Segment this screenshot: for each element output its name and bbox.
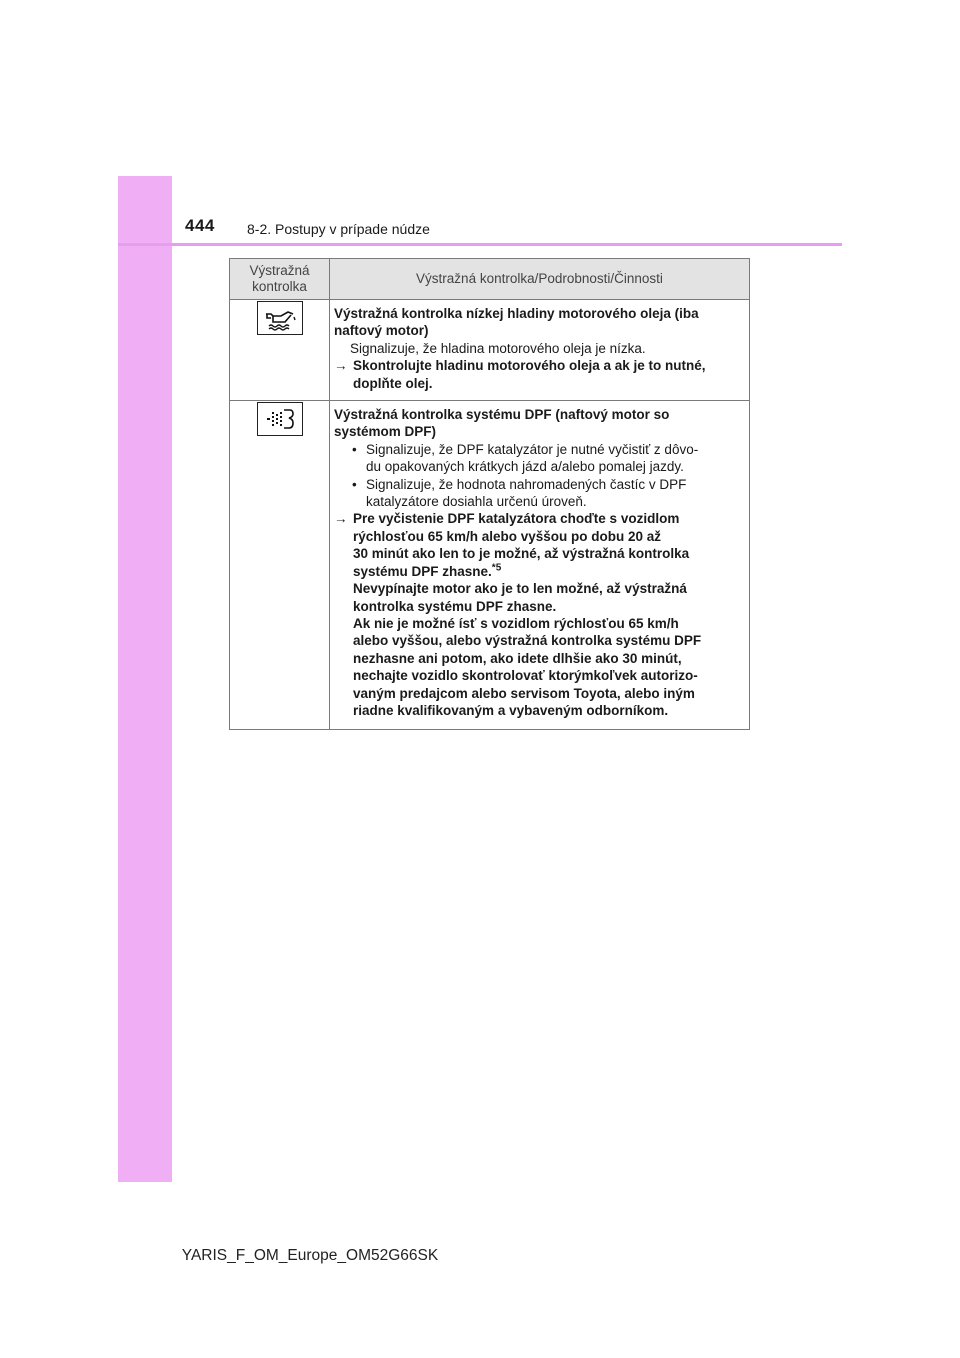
action-line [334,357,745,374]
row-title-line: Výstražná kontrolka nízkej hladiny motorového oleja (iba [334,306,699,321]
row-title-line: naftový motor) [334,323,429,339]
action-text: Pre vyčistenie DPF katalyzátora choďte s vozidlom [353,511,680,527]
row-title-line: Výstražná kontrolka systému DPF (naftový motor so [334,407,670,423]
col-detail-header: Výstražná kontrolka/Podrobnosti/Činnosti [330,259,750,300]
list-item [334,476,745,493]
arrow-icon: → [334,358,348,374]
row-details [330,401,750,730]
icon-cell [230,401,330,730]
list-item-text: Signalizuje, že DPF katalyzátor je nutné vyčistiť z dôvo- [366,441,699,457]
bullet-icon: • [352,441,357,457]
document-id: YARIS_F_OM_Europe_OM52G66SK [181,1247,439,1264]
footnote-marker: *5 [491,562,502,574]
action-line [334,510,745,527]
arrow-icon: → [334,511,348,527]
dpf-system-icon [257,402,303,436]
action-text: Skontrolujte hladinu motorového oleja a ak je to nutné, [353,358,706,374]
table-row [230,300,750,401]
action-text: systému DPF zhasne. [353,563,492,579]
action-text: doplňte olej. [353,375,433,391]
action-text: nezhasne ani potom, ako idete dlhšie ako 30 minút, [353,650,682,666]
low-engine-oil-level-icon [257,301,303,335]
page-number: 444 [185,216,215,235]
list-item-text: Signalizuje, že hodnota nahromadených častíc v DPF [366,476,687,492]
col-icon-header-text: Výstražná kontrolka [249,263,310,294]
row-details [330,300,750,401]
row-description: Signalizuje, že hladina motorového oleja je nízka. [350,340,646,356]
header-rule [118,243,842,246]
list-item [334,441,745,458]
action-text: Ak nie je možné ísť s vozidlom rýchlosťou 65 km/h [353,615,679,631]
action-text: alebo vyššou, alebo výstražná kontrolka systému DPF [353,633,702,649]
action-text: Nevypínajte motor ako je to len možné, až výstražná [353,581,687,597]
table-header-row [230,259,750,300]
action-text: nechajte vozidlo skontrolovať ktorýmkoľvek autorizo- [353,668,698,684]
action-line [334,563,745,580]
action-text: kontrolka systému DPF zhasne. [353,598,557,614]
list-item-text: katalyzátore dosiahla určenú úroveň. [366,494,587,510]
table-row [230,401,750,730]
action-text: rýchlosťou 65 km/h alebo vyššou po dobu 20 až [353,528,662,544]
action-text: 30 minút ako len to je možné, až výstražná kontrolka [353,546,690,562]
action-text: vaným predajcom alebo servisom Toyota, alebo iným [353,685,695,701]
list-item-text: du opakovaných krátkych jázd a/alebo pomalej jazdy. [366,459,684,475]
row-title-line: systémom DPF) [334,424,437,440]
action-text: riadne kvalifikovaným a vybaveným odborníkom. [353,702,669,718]
section-title: 8-2. Postupy v prípade núdze [247,221,430,237]
warning-lights-table [229,258,750,730]
icon-cell [230,300,330,401]
chapter-tab-band [118,176,172,1182]
bullet-icon: • [352,476,357,492]
col-icon-header [230,259,330,300]
